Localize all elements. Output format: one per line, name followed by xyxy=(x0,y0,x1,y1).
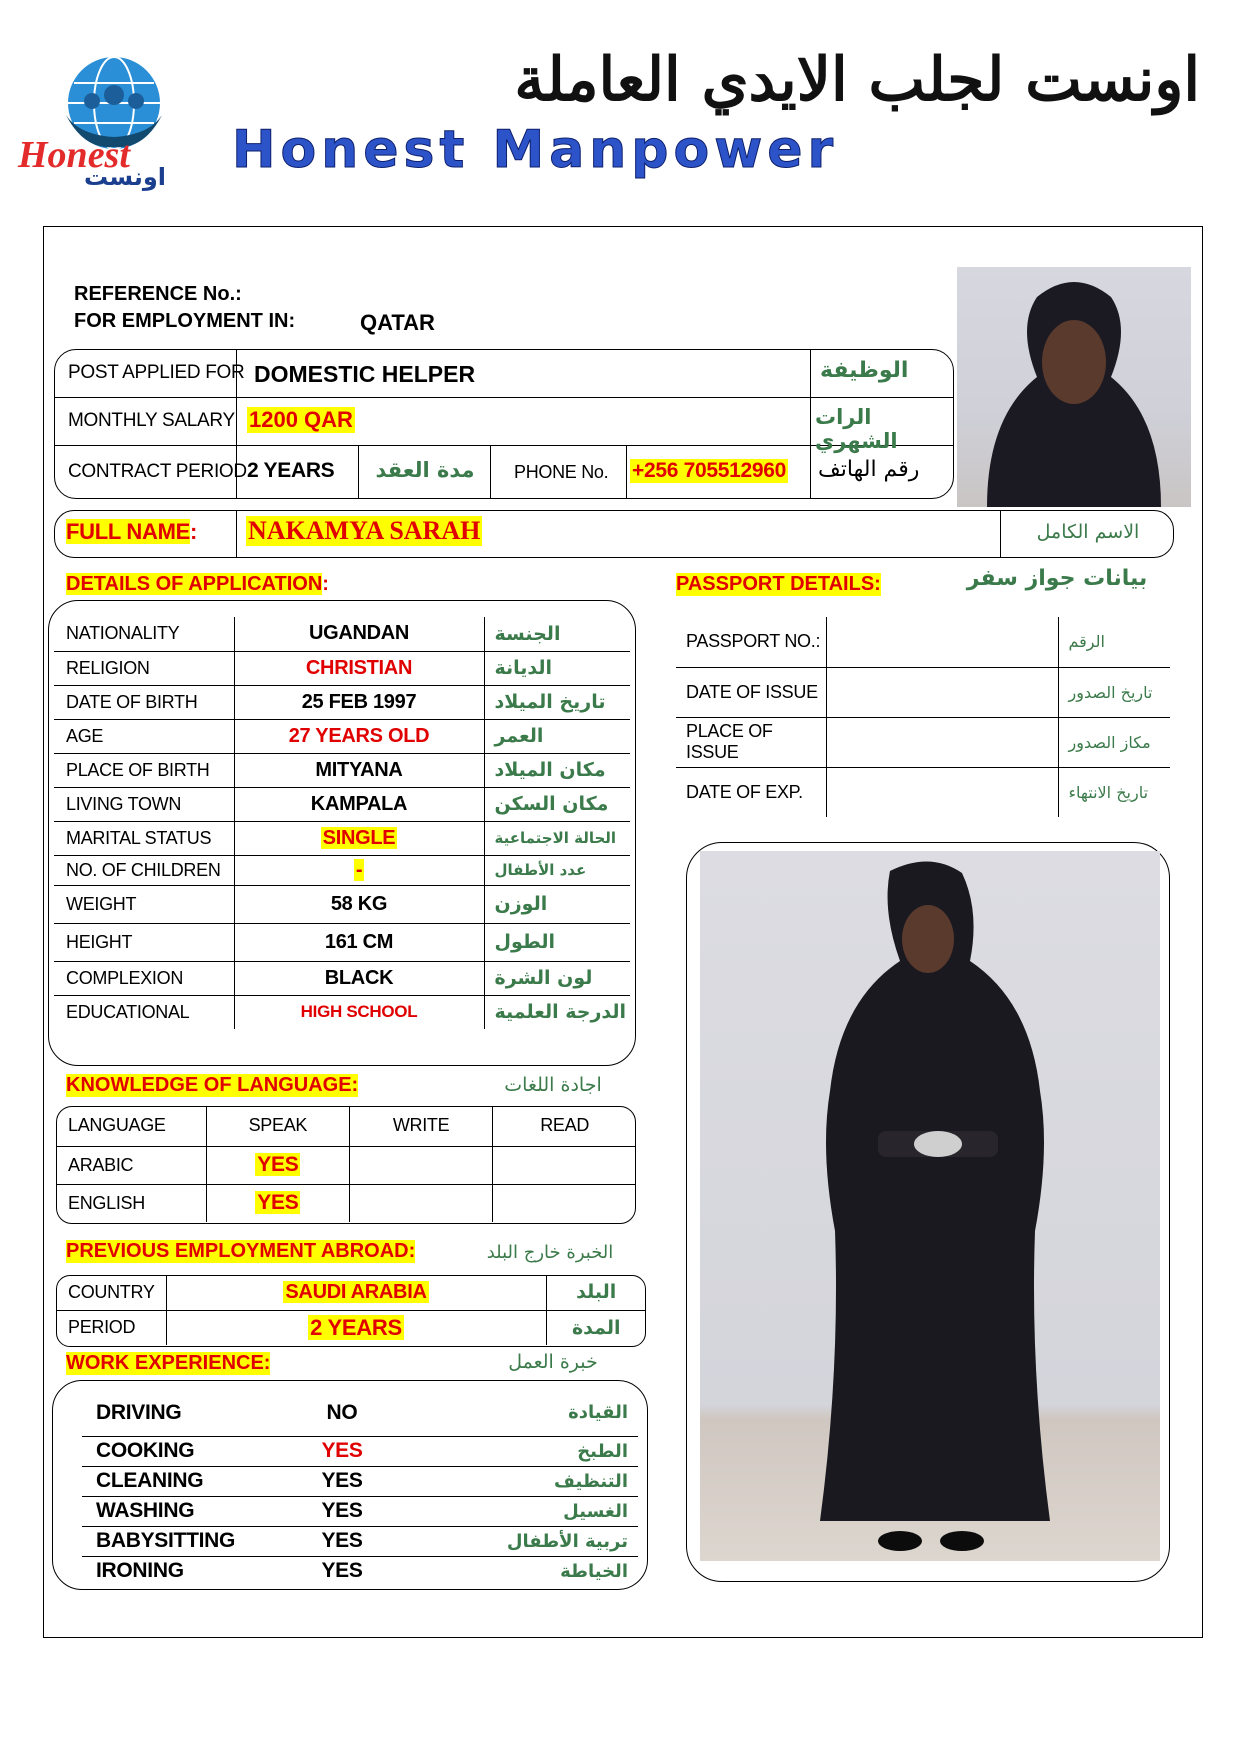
details-row xyxy=(54,753,630,787)
work-arabic: القيادة xyxy=(568,1402,628,1424)
fullname-arabic: الاسم الكامل xyxy=(1036,521,1140,543)
work-value: YES xyxy=(321,1469,363,1492)
details-title xyxy=(66,573,329,596)
previous-arabic: المدة xyxy=(571,1316,621,1339)
previous-row xyxy=(56,1310,646,1345)
work-label: DRIVING xyxy=(96,1400,182,1424)
passport-label: PASSPORT NO.: xyxy=(676,617,826,667)
passport-value xyxy=(826,767,1058,817)
details-label: NO. OF CHILDREN xyxy=(54,855,234,885)
work-title-arabic: خبرة العمل xyxy=(508,1351,598,1373)
details-label: WEIGHT xyxy=(54,885,234,923)
details-label: AGE xyxy=(54,719,234,753)
details-value-cell xyxy=(234,719,484,753)
language-speak: YES xyxy=(257,1153,299,1176)
details-value-cell xyxy=(234,961,484,995)
language-header: WRITE xyxy=(349,1106,492,1146)
language-write-cell xyxy=(349,1184,492,1222)
fullbody-figure-icon xyxy=(700,851,1160,1561)
work-arabic: التنظيف xyxy=(554,1470,628,1492)
work-label: CLEANING xyxy=(96,1469,204,1492)
details-row xyxy=(54,855,630,885)
work-arabic: تربية الأطفال xyxy=(506,1530,628,1552)
details-label: RELIGION xyxy=(54,651,234,685)
details-value: 27 YEARS OLD xyxy=(288,724,430,747)
fullname-divider-2 xyxy=(1000,510,1001,558)
details-value: 161 CM xyxy=(324,930,394,953)
company-name-arabic: اونست لجلب الايدي العاملة xyxy=(514,45,1200,115)
portrait-photo xyxy=(957,267,1191,507)
previous-value-cell xyxy=(166,1275,546,1310)
language-read-cell xyxy=(493,1146,636,1184)
job-ar-divider xyxy=(810,349,811,499)
passport-value xyxy=(826,667,1058,717)
passport-table xyxy=(676,617,1170,817)
job-divider-1 xyxy=(54,397,954,398)
passport-arabic: الرقم xyxy=(1068,632,1105,652)
passport-arabic: تاريخ الصدور xyxy=(1068,682,1153,702)
details-value: SINGLE xyxy=(322,826,396,849)
details-label: MARITAL STATUS xyxy=(54,821,234,855)
passport-label: DATE OF ISSUE xyxy=(676,667,826,717)
phone-label: PHONE No. xyxy=(514,462,609,482)
details-value-cell xyxy=(234,885,484,923)
details-title-colon: : xyxy=(322,573,329,595)
work-value: YES xyxy=(321,1529,363,1552)
company-name-english: Honest Manpower xyxy=(232,120,839,180)
details-label: DATE OF BIRTH xyxy=(54,685,234,719)
language-speak-cell xyxy=(206,1184,349,1222)
details-arabic: الطول xyxy=(494,931,556,953)
details-value-cell xyxy=(234,923,484,961)
details-value: UGANDAN xyxy=(308,622,410,645)
phone-value: +256 705512960 xyxy=(632,459,787,482)
work-arabic: الطبخ xyxy=(577,1440,628,1462)
language-title: KNOWLEDGE OF LANGUAGE: xyxy=(66,1074,359,1096)
details-label: NATIONALITY xyxy=(54,617,234,651)
details-arabic: الديانة xyxy=(494,657,553,679)
details-row xyxy=(54,961,630,995)
passport-row xyxy=(676,667,1170,717)
details-value: BLACK xyxy=(324,966,394,989)
salary-label: MONTHLY SALARY xyxy=(68,410,235,431)
passport-label: PLACE OF ISSUE xyxy=(676,717,826,767)
details-arabic: الجنسة xyxy=(494,622,561,645)
previous-value: 2 YEARS xyxy=(310,1314,402,1340)
contract-ar-divider xyxy=(358,445,359,499)
passport-title: PASSPORT DETAILS: xyxy=(676,573,881,595)
passport-row xyxy=(676,767,1170,817)
language-lang: ARABIC xyxy=(68,1154,134,1175)
details-value: 25 FEB 1997 xyxy=(301,690,417,713)
details-value: KAMPALA xyxy=(310,792,408,815)
previous-value-cell xyxy=(166,1310,546,1345)
language-speak: YES xyxy=(257,1191,299,1215)
language-header: SPEAK xyxy=(206,1106,349,1146)
details-row xyxy=(54,821,630,855)
details-arabic: تاريخ الميلاد xyxy=(494,691,606,713)
details-value-cell xyxy=(234,821,484,855)
language-lang: ENGLISH xyxy=(68,1192,145,1213)
company-logo xyxy=(14,55,194,190)
details-arabic: العمر xyxy=(494,725,544,747)
work-label: IRONING xyxy=(96,1559,184,1583)
work-label: WASHING xyxy=(96,1499,195,1522)
work-value: NO xyxy=(326,1400,358,1424)
language-table xyxy=(56,1106,636,1222)
details-value-cell xyxy=(234,685,484,719)
previous-arabic: البلد xyxy=(576,1281,617,1304)
details-label: LIVING TOWN xyxy=(54,787,234,821)
previous-row xyxy=(56,1275,646,1310)
fullbody-photo xyxy=(700,851,1160,1561)
details-label: COMPLEXION xyxy=(54,961,234,995)
details-value: CHRISTIAN xyxy=(305,656,413,679)
work-value: YES xyxy=(321,1439,363,1462)
passport-arabic: مكاز الصدور xyxy=(1068,732,1151,752)
salary-value: 1200 QAR xyxy=(249,407,353,432)
work-value: YES xyxy=(321,1559,363,1583)
previous-table xyxy=(56,1275,646,1345)
logo-text: Honest xyxy=(18,134,130,176)
work-value: YES xyxy=(321,1499,363,1522)
language-row xyxy=(56,1184,636,1222)
fullname-label-text: FULL NAME xyxy=(66,519,190,544)
details-row xyxy=(54,885,630,923)
language-write-cell xyxy=(349,1146,492,1184)
details-label: HEIGHT xyxy=(54,923,234,961)
details-row xyxy=(54,685,630,719)
phone-value-divider xyxy=(626,445,627,499)
previous-label: COUNTRY xyxy=(56,1275,166,1310)
details-table xyxy=(54,617,630,1029)
fullname-label-colon: : xyxy=(190,519,198,544)
details-arabic: الحالة الاجتماعية xyxy=(494,829,617,847)
language-read-cell xyxy=(493,1184,636,1222)
fullname-divider-1 xyxy=(236,510,237,558)
phone-label-divider xyxy=(490,445,491,499)
details-arabic: لون الشرة xyxy=(494,967,593,989)
employment-country: QATAR xyxy=(360,310,435,335)
language-header: LANGUAGE xyxy=(56,1106,206,1146)
passport-row xyxy=(676,617,1170,667)
details-row xyxy=(54,923,630,961)
details-arabic: مكان السكن xyxy=(494,793,609,815)
contract-value: 2 YEARS xyxy=(247,459,335,482)
phone-arabic: رقم الهاتف xyxy=(818,457,920,482)
details-label: PLACE OF BIRTH xyxy=(54,753,234,787)
previous-title: PREVIOUS EMPLOYMENT ABROAD: xyxy=(66,1240,416,1262)
language-lang-cell xyxy=(56,1146,206,1184)
work-table xyxy=(82,1390,638,1586)
details-arabic: مكان الميلاد xyxy=(494,759,606,781)
details-arabic: الوزن xyxy=(494,893,548,915)
work-arabic: الغسيل xyxy=(563,1500,628,1522)
work-row xyxy=(82,1496,638,1526)
reference-label: REFERENCE No.: xyxy=(74,283,242,305)
contract-label: CONTRACT PERIOD xyxy=(68,461,247,482)
details-row xyxy=(54,719,630,753)
details-value-cell xyxy=(234,787,484,821)
salary-arabic: الرات الشهري xyxy=(815,405,898,453)
details-value: MITYANA xyxy=(315,758,403,781)
fullname-box xyxy=(54,510,1174,558)
details-arabic: الدرجة العلمية xyxy=(494,1001,627,1024)
previous-value: SAUDI ARABIA xyxy=(285,1280,427,1303)
passport-value xyxy=(826,617,1058,667)
details-value-cell xyxy=(234,651,484,685)
post-label: POST APPLIED FOR xyxy=(68,362,245,383)
work-row xyxy=(82,1436,638,1466)
contract-arabic: مدة العقد xyxy=(375,458,475,482)
fullname-value: NAKAMYA SARAH xyxy=(248,516,481,545)
work-row xyxy=(82,1466,638,1496)
details-row xyxy=(54,617,630,651)
work-row xyxy=(82,1390,638,1436)
passport-arabic: تاريخ الانتهاء xyxy=(1068,782,1149,802)
post-value: DOMESTIC HELPER xyxy=(254,361,476,387)
previous-label: PERIOD xyxy=(56,1310,166,1345)
language-speak-cell xyxy=(206,1146,349,1184)
language-lang-cell xyxy=(56,1184,206,1222)
logo-arabic-text: اونست xyxy=(84,163,166,191)
details-row xyxy=(54,995,630,1029)
employment-label: FOR EMPLOYMENT IN: xyxy=(74,310,296,332)
language-title-arabic: اجادة اللغات xyxy=(504,1074,602,1096)
passport-title-arabic: بيانات جواز سفر xyxy=(966,566,1148,591)
details-arabic: عدد الأطفال xyxy=(494,861,587,879)
details-row xyxy=(54,787,630,821)
work-label: BABYSITTING xyxy=(96,1529,236,1552)
work-row xyxy=(82,1526,638,1556)
post-arabic: الوظيفة xyxy=(820,358,909,383)
details-value-cell xyxy=(234,617,484,651)
language-header: READ xyxy=(540,1115,590,1136)
language-header-row xyxy=(56,1106,636,1146)
fullname-label xyxy=(66,519,197,545)
work-arabic: الخياطة xyxy=(560,1560,628,1582)
details-row xyxy=(54,651,630,685)
details-value: - xyxy=(355,858,363,881)
language-row xyxy=(56,1146,636,1184)
work-label: COOKING xyxy=(96,1439,195,1462)
details-value-cell xyxy=(234,855,484,885)
details-value: HIGH SCHOOL xyxy=(300,1002,418,1022)
previous-title-arabic: الخبرة خارج البلد xyxy=(486,1242,614,1263)
passport-label: DATE OF EXP. xyxy=(676,767,826,817)
passport-row xyxy=(676,717,1170,767)
work-title: WORK EXPERIENCE: xyxy=(66,1352,271,1374)
passport-value xyxy=(826,717,1058,767)
work-row xyxy=(82,1556,638,1586)
portrait-figure-icon xyxy=(957,267,1191,507)
details-label: EDUCATIONAL xyxy=(54,995,234,1029)
details-title-text: DETAILS OF APPLICATION xyxy=(66,573,323,595)
details-value-cell xyxy=(234,995,484,1029)
details-value: 58 KG xyxy=(330,892,388,915)
details-value-cell xyxy=(234,753,484,787)
